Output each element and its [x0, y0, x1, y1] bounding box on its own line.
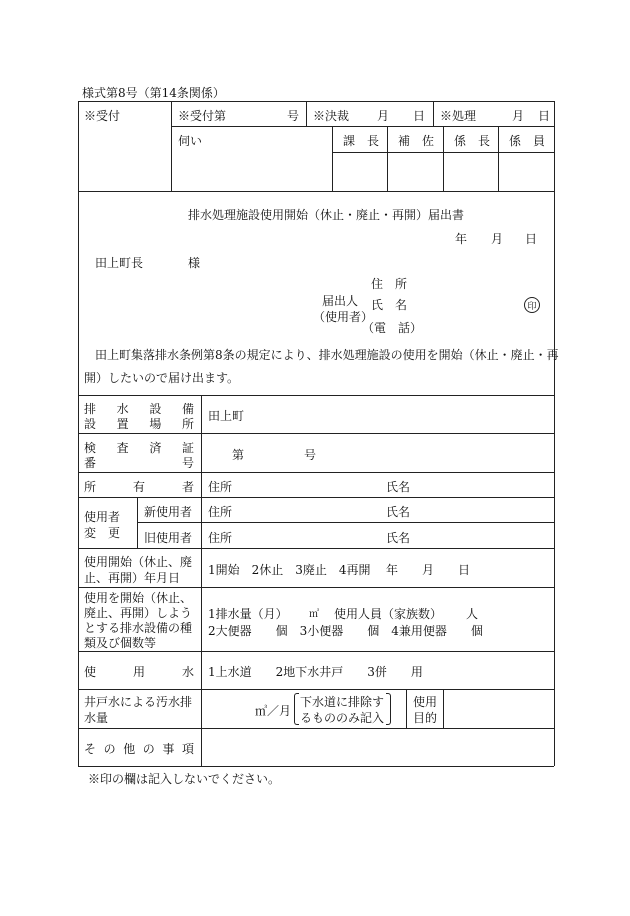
phone-label: （電 話） — [362, 321, 423, 335]
assistant-label: 補 佐 — [398, 134, 435, 148]
start-date-label-line2: 止、再開）年月日 — [84, 571, 181, 585]
inquiry-label: 伺い — [178, 134, 203, 148]
new-user-label: 新使用者 — [144, 505, 193, 519]
location-label-line2: 設 置 場 所 — [84, 417, 194, 431]
other-label: そ の 他 の 事 項 — [84, 742, 194, 756]
form-number: 様式第8号（第14条関係） — [82, 86, 225, 100]
addressee-sama: 様 — [188, 256, 201, 270]
processing-month: 月 — [512, 109, 525, 123]
equipment-label-line4: 類及び個数等 — [84, 636, 157, 650]
start-date-month: 月 — [422, 563, 435, 577]
well-purpose-line2: 目的 — [413, 711, 438, 725]
well-unit: ㎥／月 — [255, 704, 292, 718]
equipment-label-line1: 使用を開始（休止、 — [84, 591, 193, 605]
start-date-label-line1: 使用開始（休止、廃 — [84, 555, 193, 569]
start-date-year: 年 — [386, 563, 399, 577]
staff-label: 係 員 — [509, 134, 546, 148]
well-label-line1: 井戸水による汚水排 — [84, 695, 193, 709]
drainage-volume-unit: ㎥ — [309, 609, 319, 620]
addressee: 田上町長 — [95, 256, 144, 270]
date-day: 日 — [525, 232, 538, 246]
processing-day: 日 — [538, 109, 551, 123]
date-month: 月 — [491, 232, 504, 246]
seal-mark: 印 — [524, 297, 540, 313]
inspection-dai: 第 — [232, 448, 245, 462]
well-note-line1: 下水道に排除す — [300, 695, 385, 709]
old-user-label: 旧使用者 — [144, 531, 193, 545]
notice-title: 排水処理施設使用開始（休止・廃止・再開）届出書 — [188, 208, 465, 222]
household-label: 使用人員（家族数） — [334, 607, 443, 621]
start-date-options: 1開始 2休止 3廃止 4再開 — [208, 563, 371, 577]
owner-name-label: 氏名 — [386, 480, 411, 494]
user-change-label-line2: 変 更 — [84, 526, 121, 540]
approval-label: ※決裁 — [313, 109, 350, 123]
section-chief-label: 課 長 — [343, 134, 380, 148]
applicant-name-label: 氏 名 — [371, 298, 408, 312]
note-bracket-left — [294, 693, 299, 725]
approval-month: 月 — [377, 109, 390, 123]
new-user-name-label: 氏名 — [386, 505, 411, 519]
applicant-sub-label: （使用者） — [313, 310, 374, 324]
notice-body-line2: 開）したいので届け出ます。 — [84, 371, 240, 385]
note-bracket-right — [386, 693, 391, 725]
location-label-line1: 排 水 設 備 — [84, 402, 194, 416]
reception-go: 号 — [287, 109, 300, 123]
date-year: 年 — [455, 232, 468, 246]
well-note-line2: るもののみ記入 — [300, 711, 385, 725]
equipment-label-line2: 廃止、再開）しよう — [84, 606, 193, 620]
well-purpose-line1: 使用 — [413, 695, 438, 709]
owner-address-label: 住所 — [208, 480, 233, 494]
inspection-go: 号 — [304, 448, 317, 462]
water-label: 使 用 水 — [84, 665, 194, 679]
toilet-counts: 2大便器 個 3小便器 個 4兼用便器 個 — [208, 624, 483, 638]
old-user-address-label: 住所 — [208, 531, 233, 545]
well-label-line2: 水量 — [84, 711, 109, 725]
subsection-chief-label: 係 長 — [454, 134, 491, 148]
applicant-address-label: 住 所 — [371, 277, 408, 291]
user-change-label-line1: 使用者 — [84, 510, 121, 524]
new-user-address-label: 住所 — [208, 505, 233, 519]
water-options: 1上水道 2地下水井戸 3併 用 — [208, 665, 423, 679]
equipment-label-line3: とする排水設備の種 — [84, 621, 193, 635]
drainage-volume-label: 1排水量（月） — [208, 607, 288, 621]
inspection-label-line2: 番 号 — [84, 456, 194, 470]
reception-number-label: ※受付第 — [178, 109, 227, 123]
processing-label: ※処理 — [440, 109, 477, 123]
approval-day: 日 — [413, 109, 426, 123]
footnote: ※印の欄は記入しないでください。 — [88, 772, 281, 786]
inspection-label-line1: 検 査 済 証 — [84, 441, 194, 455]
old-user-name-label: 氏名 — [386, 531, 411, 545]
reception-label: ※受付 — [84, 109, 121, 123]
start-date-day: 日 — [458, 563, 471, 577]
notice-body-line1: 田上町集落排水条例第8条の規定により、排水処理施設の使用を開始（休止・廃止・再 — [95, 348, 559, 362]
applicant-label: 届出人 — [322, 294, 359, 308]
location-value: 田上町 — [208, 409, 245, 423]
owner-label: 所 有 者 — [84, 480, 194, 494]
household-unit: 人 — [466, 607, 479, 621]
